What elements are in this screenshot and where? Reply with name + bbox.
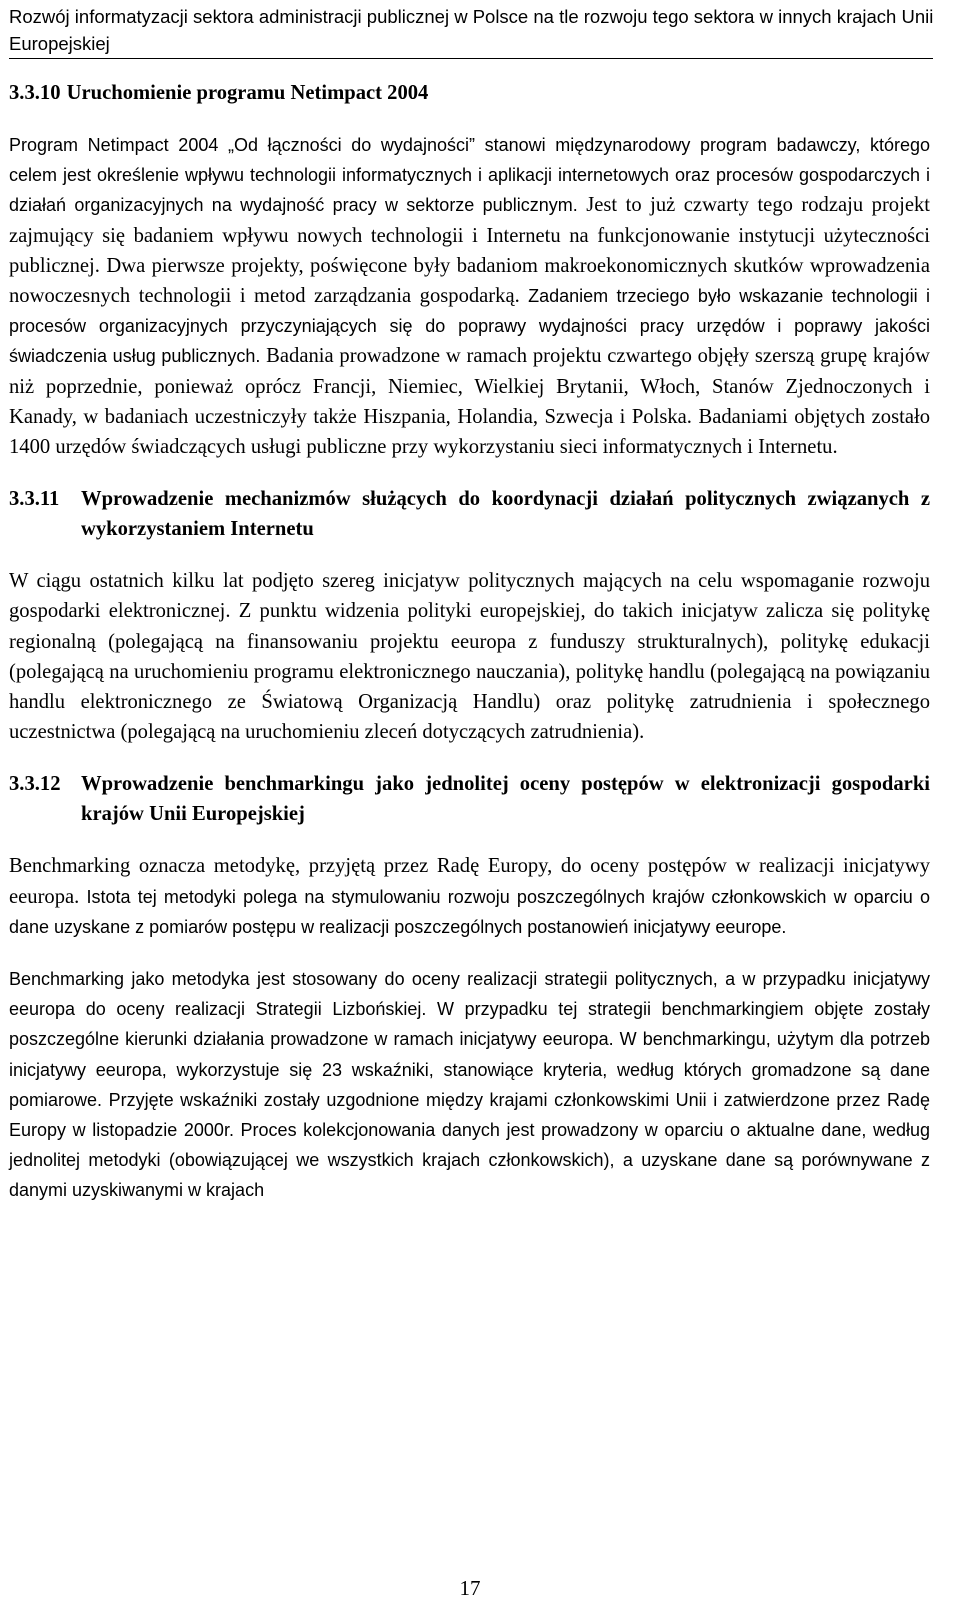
- section-paragraph: [9, 964, 930, 1206]
- section-heading-3-3-11: [9, 484, 930, 544]
- paragraph-part: Program Netimpact 2004 „Od łączności do wydajności” stanowi międzynarodowy program badawczy, którego celem jest określenie wpływu technologii informatycznych i aplikacji internetowych oraz procesów gospodarczych i działań organizacyjnych na wydajność pracy w sektorze publicznym.: [9, 135, 930, 216]
- section-number: 3.3.11: [9, 488, 60, 511]
- document-body: [9, 78, 930, 1206]
- paragraph-part: Benchmarking jako metodyka jest stosowany do oceny realizacji strategii politycznych, a w przypadku inicjatywy eeuropa do oceny realizacji Strategii Lizbońskiej. W przypadku tej strategii benchmarkingiem objęte zostały poszczególne kierunki działania prowadzone w ramach inicjatywy eeuropa. W benchmarkingu, użytym dla potrzeb inicjatywy eeuropa, wykorzystuje się 23 wskaźniki, stanowiące kryteria, według których gromadzone są dane pomiarowe. Przyjęte wskaźniki zostały uzgodnione między krajami członkowskimi Unii i zatwierdzone przez Radę Europy w listopadzie 2000r. Proces kolekcjonowania danych jest prowadzony w oparciu o aktualne dane, według jednolitej metodyki (obowiązującej we wszystkich krajach członkowskich), a uzyskane dane są porównywane z danymi uzyskiwanymi w krajach: [9, 969, 930, 1201]
- paragraph-part: Jest to już czwarty tego rodzaju projekt zajmujący się badaniem wpływu nowych technologii i Internetu na funkcjonowanie instytucji użyteczności publicznej. Dwa pierwsze projekty, poświęcone były badaniom makroekonomicznych skutków wprowadzenia nowoczesnych technologii i metod zarządzania gospodarką.: [9, 194, 930, 308]
- section-heading-3-3-12: [9, 769, 930, 829]
- paragraph-part: Zadaniem trzeciego było wskazanie technologii i procesów organizacyjnych przyczyniających się do poprawy wydajności pracy urzędów i poprawy jakości świadczenia usług publicznych.: [9, 286, 930, 367]
- running-header: Rozwój informatyzacji sektora administracji publicznej w Polsce na tle rozwoju tego sektora w innych krajach Unii Europejskiej: [9, 6, 934, 54]
- paragraph-part: Benchmarking oznacza metodykę, przyjętą przez Radę Europy, do oceny postępów w realizacji inicjatywy eeuropa.: [9, 855, 930, 908]
- header-rule: [9, 58, 933, 59]
- section-title: Wprowadzenie mechanizmów służących do koordynacji działań politycznych związanych z wykorzystaniem Internetu: [81, 488, 930, 541]
- section-paragraph: [9, 130, 930, 462]
- section-number: 3.3.12: [9, 773, 61, 796]
- section-title: Wprowadzenie benchmarkingu jako jednolitej oceny postępów w elektronizacji gospodarki krajów Unii Europejskiej: [81, 773, 930, 826]
- paragraph-part: Istota tej metodyki polega na stymulowaniu rozwoju poszczególnych krajów członkowskich w oparciu o dane uzyskane z pomiarów postępu w realizacji poszczególnych postanowień inicjatywy eeurope.: [9, 886, 930, 937]
- section-number: 3.3.10: [9, 82, 61, 104]
- section-paragraph: [9, 566, 930, 747]
- section-title: Uruchomienie programu Netimpact 2004: [66, 82, 429, 104]
- paragraph-part: Z punktu widzenia polityki europejskiej, do takich inicjatyw zalicza się politykę regionalną (polegającą na finansowaniu projektu eeuropa z funduszy strukturalnych), politykę edukacji (polegającą na uruchomieniu programu elektronicznego nauczania), politykę handlu (polegającą na powiązaniu handlu elektronicznego ze Światową Organizacją Handlu) oraz politykę zatrudnienia i społecznego uczestnictwa (polegającą na uruchomieniu zleceń dotyczących zatrudnienia).: [9, 600, 930, 744]
- paragraph-part: Badania prowadzone w ramach projektu czwartego objęły szerszą grupę krajów niż poprzednie, ponieważ oprócz Francji, Niemiec, Wielkiej Brytanii, Włoch, Stanów Zjednoczonych i Kanady, w badaniach uczestniczyły także Hiszpania, Holandia, Szwecja i Polska. Badaniami objętych zostało 1400 urzędów świadczących usługi publiczne przy wykorzystaniu sieci informatycznych i Internetu.: [9, 345, 931, 459]
- paragraph-part: W ciągu ostatnich kilku lat podjęto szereg inicjatyw politycznych mających na celu wspomaganie rozwoju gospodarki elektronicznej.: [9, 570, 930, 623]
- page-number: 17: [459, 1576, 481, 1600]
- section-paragraph: [9, 851, 930, 942]
- section-heading-3-3-10: [9, 78, 930, 108]
